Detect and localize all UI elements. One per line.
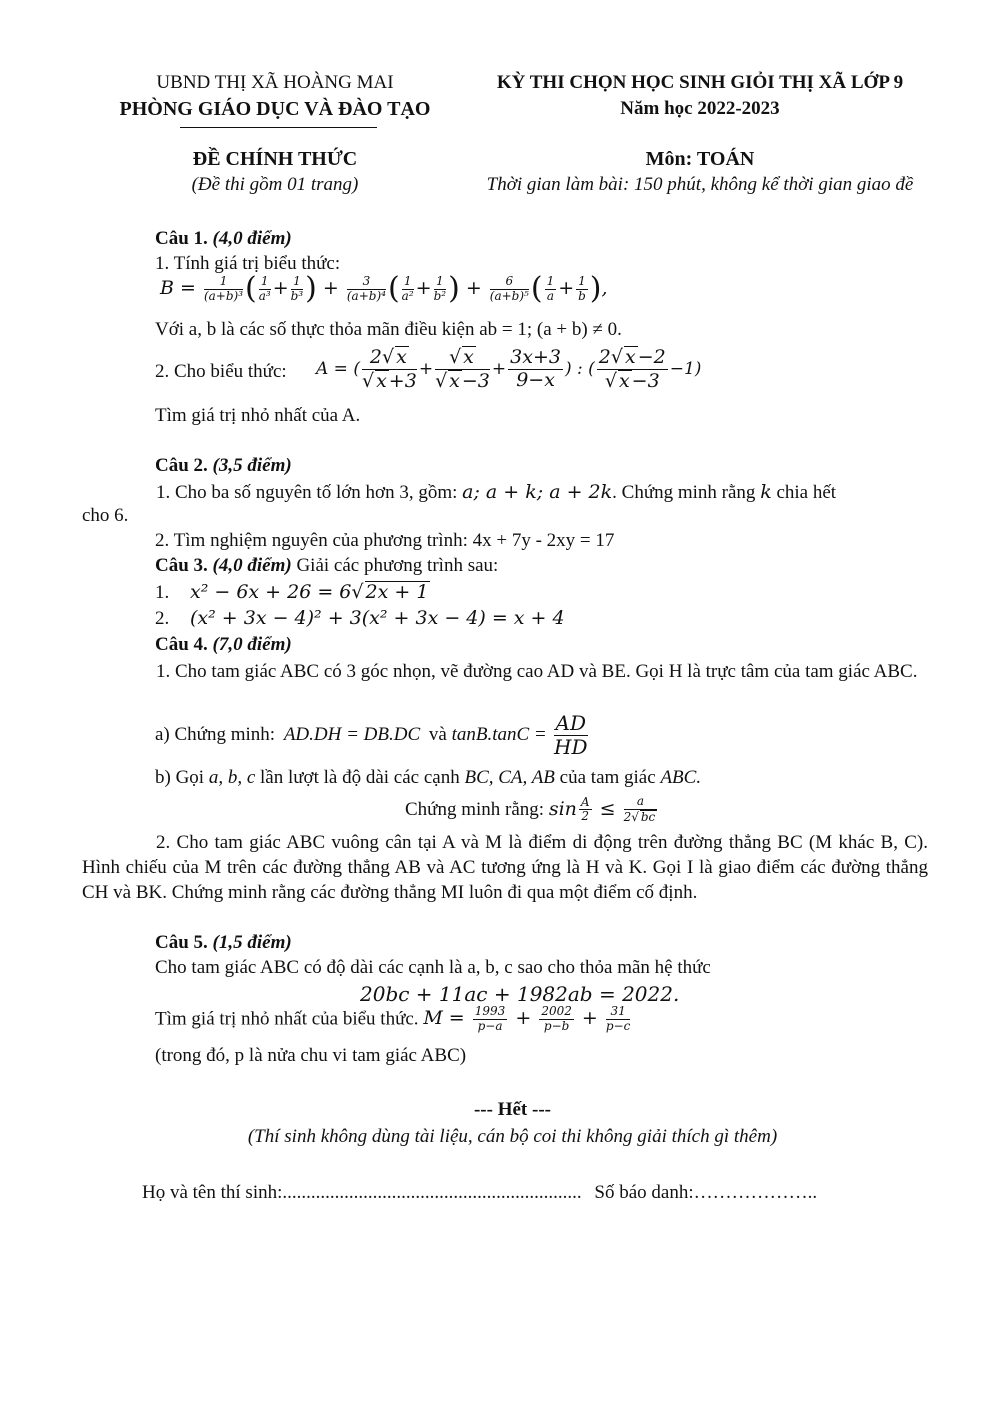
- name-label: Họ và tên thí sinh:: [142, 1182, 283, 1203]
- q4-part-b: b) Gọi a, b, c lần lượt là độ dài các cạnh BC, CA, AB của tam giác ABC.: [155, 767, 702, 788]
- q5-note: (trong đó, p là nửa chu vi tam giác ABC): [155, 1045, 467, 1066]
- q4-p2: 2. Cho tam giác ABC vuông cân tại A và M là điểm di động trên đường thẳng BC (M khác B, C). Hình chiếu của M trên các đường thẳng AB và AC tương ứng là H và K. Gọi I là giao điểm các đường thẳng CH và BK. Chứng minh rằng các đường thẳng MI luôn đi qua một điểm cố định.: [82, 832, 928, 903]
- q2-p2: 2. Tìm nghiệm nguyên của phương trình: 4x + 7y - 2xy = 17: [155, 530, 615, 551]
- q3-title: Câu 3.: [155, 555, 208, 576]
- header-right-line1: KỲ THI CHỌN HỌC SINH GIỎI THỊ XÃ LỚP 9: [496, 72, 904, 93]
- header-right-line2: Năm học 2022-2023: [620, 98, 780, 119]
- q1-points: (4,0 điểm): [212, 228, 292, 249]
- q1-formula-a: A = ( $\frac{2√ x}{√ x +3}$ + $\frac{√ x}{√ x -3}$ + $\frac{3x+3}{9-x}$ ) : ( $\frac{2√ x -2}{√ x -3}$ −1): [316, 346, 702, 392]
- q4-p1: 1. Cho tam giác ABC có 3 góc nhọn, vẽ đường cao AD và BE. Gọi H là trực tâm của tam giác ABC.: [156, 661, 918, 682]
- q4-title: Câu 4.: [155, 634, 208, 655]
- q3-eq1: 1. x² − 6x + 26 = 6√ 2x + 1: [155, 581, 429, 603]
- q1-p2-end: Tìm giá trị nhỏ nhất của A.: [155, 405, 361, 426]
- q2-title: Câu 2.: [155, 455, 208, 476]
- q3-heading: [155, 555, 498, 577]
- q5-p1: Cho tam giác ABC có độ dài các cạnh là a, b, c sao cho thỏa mãn hệ thức: [155, 957, 711, 978]
- footer-note: (Thí sinh không dùng tài liệu, cán bộ coi thi không giải thích gì thêm): [247, 1126, 778, 1147]
- q5-relation: 20bc + 11ac + 1982ab = 2022.: [360, 982, 680, 1006]
- header-left-line2: PHÒNG GIÁO DỤC VÀ ĐÀO TẠO: [119, 98, 431, 120]
- q5-points: (1,5 điểm): [212, 932, 292, 953]
- q1-condition: Với a, b là các số thực thỏa mãn điều kiện ab = 1; (a + b) ≠ 0.: [155, 319, 622, 340]
- q5-title: Câu 5.: [155, 932, 208, 953]
- end-marker: --- Hết ---: [473, 1099, 551, 1120]
- q2-p1: 1. Cho ba số nguyên tố lớn hơn 3, gồm: a; a + k; a + 2k. Chứng minh rằng k chia hết: [156, 481, 837, 503]
- q1-heading: [155, 228, 292, 250]
- q2-p1-cont: cho 6.: [82, 505, 129, 526]
- q2-terms: a; a + k; a + 2k: [462, 481, 613, 503]
- q2-heading: [155, 455, 292, 477]
- q1-p2-label: 2. Cho biểu thức:: [155, 361, 287, 382]
- time-note: Thời gian làm bài: 150 phút, không kể thời gian giao đề: [486, 174, 914, 195]
- q4-heading: [155, 634, 292, 656]
- header-underline: [180, 127, 377, 128]
- id-label: Số báo danh:: [594, 1182, 694, 1203]
- q2-points: (3,5 điểm): [212, 455, 292, 476]
- official-label: ĐỀ CHÍNH THỨC: [192, 148, 358, 170]
- pages-note: (Đề thi gồm 01 trang): [191, 174, 359, 195]
- q3-points: (4,0 điểm): [212, 555, 292, 576]
- q5-p2: Tìm giá trị nhỏ nhất của biểu thức. M = $\frac{1993}{p-a}$ + $\frac{2002}{p-b}$ + $\frac{31}{p-c}$: [155, 1004, 631, 1033]
- name-dots: ...............................................................: [282, 1182, 582, 1203]
- q1-formula-b: B = $\frac{1}{\text{(a+b)³}}$ ( $\frac{1}{\text{a³}}$ + $\frac{1}{\text{b³}}$ ) + $\frac{3}{\text{(a+b)⁴}}$ ( $\frac{1}{\text{a²}}$ + $\frac{1}{\text{b²}}$ ) + $\frac{6}{\text{(a+b)⁵}}$ ( $\frac{1}{a}$ + $\frac{1}{b}$ ),: [160, 271, 608, 306]
- q1-p1: 1. Tính giá trị biểu thức:: [155, 253, 341, 274]
- q4-part-a: a) Chứng minh: AD.DH = DB.DC và tanB.tanC = $\frac{AD}{HD}$: [155, 711, 588, 759]
- header-left-line1: UBND THỊ XÃ HOÀNG MAI: [156, 72, 394, 93]
- candidate-line: [142, 1182, 817, 1204]
- q3-eq2: 2. (x² + 3x − 4)² + 3(x² + 3x − 4) = x + 4: [155, 607, 565, 629]
- id-dots: ………………..: [693, 1182, 818, 1203]
- q5-heading: [155, 932, 292, 954]
- q3-intro: Giải các phương trình sau:: [296, 555, 499, 576]
- q1-title: Câu 1.: [155, 228, 208, 249]
- q4-points: (7,0 điểm): [212, 634, 292, 655]
- q4-part-b-inequality: Chứng minh rằng: sin $\frac{A}{2}$ ≤ $\frac{a}{2√ bc}$: [405, 794, 656, 824]
- subject: Môn: TOÁN: [645, 148, 755, 170]
